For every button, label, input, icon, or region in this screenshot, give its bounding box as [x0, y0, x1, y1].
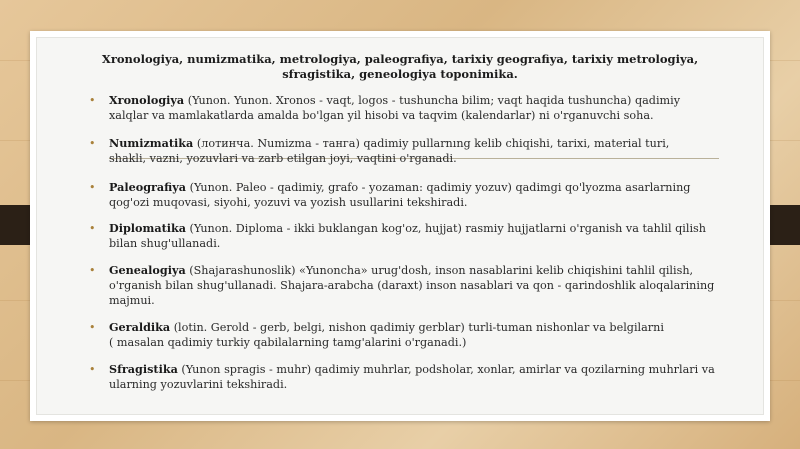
slide-content [36, 37, 764, 415]
item-text: (Yunon spragis - muhr) qadimiy muhrlar, podsholar, xonlar, amirlar va qozilarning muhrlari va [177, 363, 715, 376]
list-item-numizmatika [87, 136, 669, 166]
list-item-paleografiya [87, 180, 690, 210]
item-line [109, 362, 715, 377]
bullet-icon: • [89, 363, 96, 376]
item-text: (Yunon. Paleo - qadimiy, grafo - yozaman: qadimiy yozuv) qadimgi qo'lyozma asarlarning [186, 181, 691, 194]
item-text: xalqlar va mamlakatlarda amalda bo'lgan yil hisobi va taqvim (kalendarlar) ni o'rganuvchi soha. [109, 109, 654, 122]
item-text: (Yunon. Yunon. Xronos - vaqt, logos - tushuncha bilim; vaqt haqida tushuncha) qadimiy [184, 94, 681, 107]
item-text: ularning yozuvlarini tekshiradi. [109, 378, 288, 391]
item-term: Paleografiya [109, 180, 187, 194]
item-line [109, 320, 664, 335]
item-text: (Shajarashunoslik) «Yunoncha» urug'dosh, inson nasablarini kelib chiqishini tahlil qilish, [185, 264, 694, 277]
slide-title-line-2: sfragistika, geneologiya toponimika. [282, 67, 518, 81]
list-item-xronologiya [87, 93, 680, 123]
item-line [109, 263, 714, 278]
item-term: Sfragistika [109, 362, 178, 376]
item-line [109, 93, 680, 108]
list-item-geraldika [87, 320, 664, 350]
slide-frame [30, 31, 770, 421]
item-text: bilan shug'ullanadi. [109, 237, 221, 250]
item-text: (лотинча. Numizma - танга) qadimiy pullarnıng kelib chiqishi, tarixi, material turi, [193, 137, 670, 150]
item-text: qog'ozi muqovasi, siyohi, yozuvi va yozish usullarini tekshiradi. [109, 196, 468, 209]
item-line [109, 180, 690, 195]
item-text: (Yunon. Diploma - ikki buklangan kog'oz, hujjat) rasmiy hujjatlarni o'rganish va tahlil qilish [186, 222, 706, 235]
item-line [109, 221, 706, 236]
item-term: Geraldika [109, 320, 171, 334]
bullet-icon: • [89, 137, 96, 150]
slide-title [97, 52, 703, 82]
bullet-icon: • [89, 181, 96, 194]
item-line [109, 136, 669, 151]
item-term: Numizmatika [109, 136, 194, 150]
list-item-diplomatika [87, 221, 706, 251]
item-text: majmui. [109, 294, 155, 307]
list-item-sfragistika [87, 362, 715, 392]
bullet-icon: • [89, 94, 96, 107]
item-text: o'rganish bilan shug'ullanadi. Shajara-arabcha (daraxt) inson nasablari va qon - qarindoshlik aloqalarining [109, 279, 715, 292]
item-text: shakli, vazni, yozuvlari va zarb etilgan joyi, vaqtini o'rganadi. [109, 152, 457, 165]
slide-title-line-1: Xronologiya, numizmatika, metrologiya, paleografiya, tarixiy geografiya, tarixiy metrologiya, [101, 52, 699, 66]
item-term: Genealogiya [109, 263, 186, 277]
item-text: (lotin. Gerold - gerb, belgi, nishon qadimiy gerblar) turli-tuman nishonlar va belgilarni [170, 321, 664, 334]
item-term: Diplomatika [109, 221, 186, 235]
item-text: ( masalan qadimiy turkiy qabilalarning tamg'alarini o'rganadi.) [109, 336, 467, 349]
bullet-icon: • [89, 321, 96, 334]
bullet-icon: • [89, 222, 96, 235]
list-item-genealogiya [87, 263, 714, 308]
item-term: Xronologiya [109, 93, 185, 107]
bullet-icon: • [89, 264, 96, 277]
